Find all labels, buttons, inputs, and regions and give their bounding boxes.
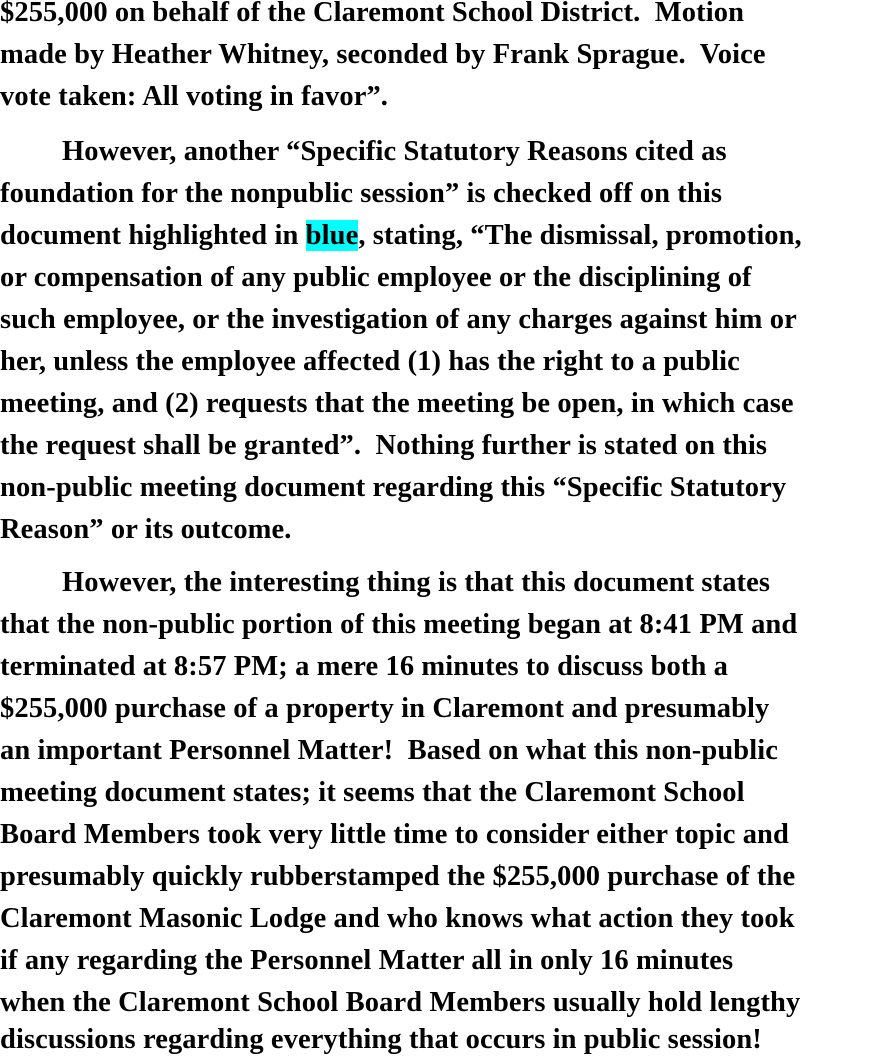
paragraph-3-line-6: meeting document states; it seems that the Claremont School [0,777,745,808]
paragraph-3-line-8: presumably quickly rubberstamped the $255,000 purchase of the [0,861,796,892]
paragraph-3-line-7: Board Members took very little time to consider either topic and [0,819,789,850]
paragraph-3-line-10: if any regarding the Personnel Matter all in only 16 minutes [0,945,734,976]
paragraph-2-line-9: non-public meeting document regarding this “Specific Statutory [0,472,787,503]
paragraph-2-line-8: the request shall be granted”. Nothing further is stated on this [0,430,768,461]
paragraph-2-line-5: such employee, or the investigation of any charges against him or [0,304,797,335]
line-text-after-highlight: , stating, “The dismissal, promotion, [358,220,802,251]
paragraph-1-line-1: $255,000 on behalf of the Claremont School District. Motion [0,0,745,28]
paragraph-2-line-4: or compensation of any public employee or the disciplining of [0,262,752,293]
paragraph-3-line-9: Claremont Masonic Lodge and who knows what action they took [0,903,795,934]
paragraph-3-line-1: However, the interesting thing is that this document states [62,567,771,598]
paragraph-1-line-3: vote taken: All voting in favor”. [0,81,389,112]
paragraph-3-line-11: when the Claremont School Board Members usually hold lengthy [0,987,801,1018]
paragraph-3-line-2: that the non-public portion of this meeting began at 8:41 PM and [0,609,798,640]
paragraph-3-line-12: discussions regarding everything that occurs in public session! [0,1024,762,1055]
highlighted-word: blue [305,220,359,251]
line-text-before-highlight: document highlighted in [0,220,306,251]
paragraph-2-line-6: her, unless the employee affected (1) has the right to a public [0,346,740,377]
paragraph-3-line-5: an important Personnel Matter! Based on what this non-public [0,735,779,766]
paragraph-2-line-7: meeting, and (2) requests that the meeting be open, in which case [0,388,794,419]
paragraph-2-line-10: Reason” or its outcome. [0,514,292,545]
paragraph-2-line-1: However, another “Specific Statutory Reasons cited as [62,136,727,167]
paragraph-3-line-4: $255,000 purchase of a property in Claremont and presumably [0,693,770,724]
paragraph-2-line-2: foundation for the nonpublic session” is checked off on this [0,178,723,209]
paragraph-3-line-3: terminated at 8:57 PM; a mere 16 minutes to discuss both a [0,651,728,682]
paragraph-1-line-2: made by Heather Whitney, seconded by Frank Sprague. Voice [0,39,766,70]
paragraph-2-line-3 [0,215,802,257]
